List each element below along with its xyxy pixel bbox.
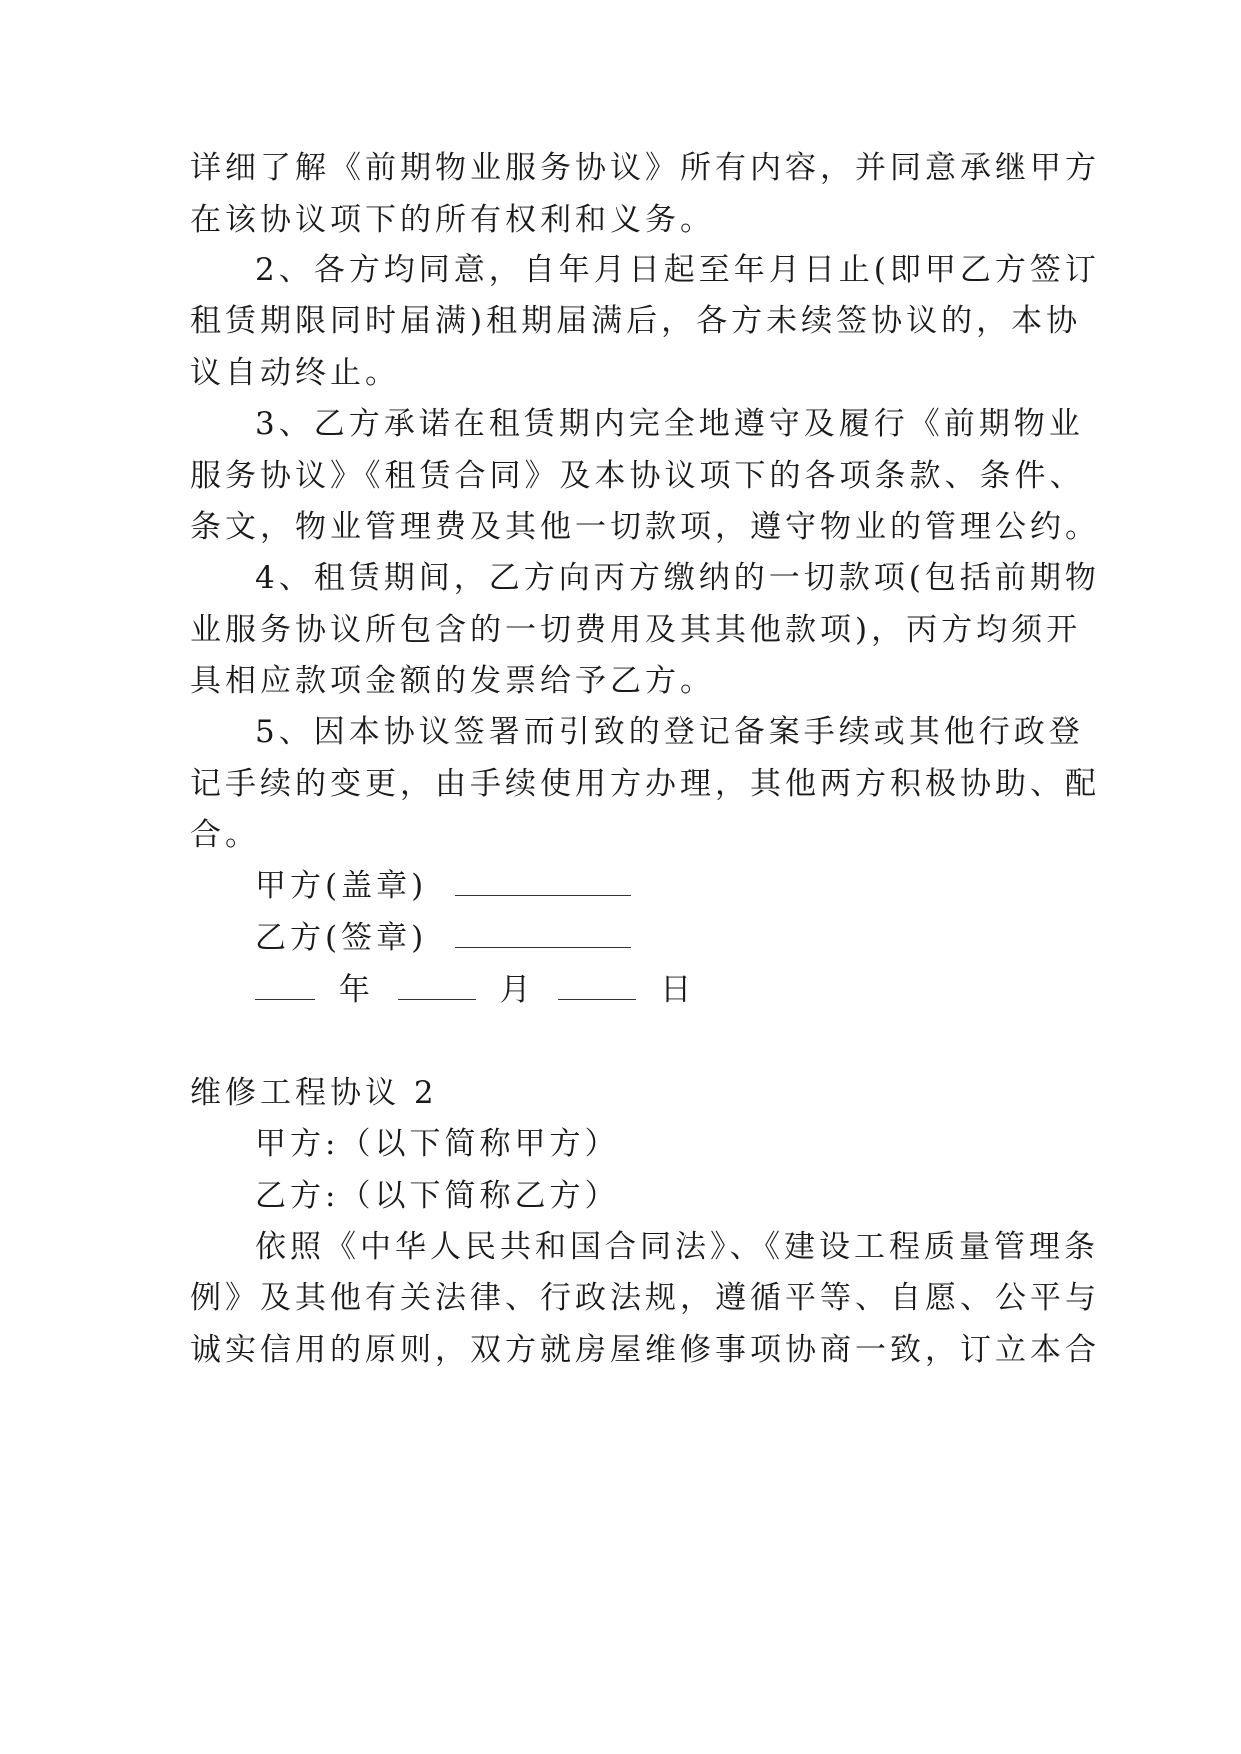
paragraph-line: 服务协议》《租赁合同》及本协议项下的各项条款、条件、 (190, 458, 1085, 494)
year-blank (255, 977, 315, 1000)
section2-party-a: 甲方:（以下简称甲方） (255, 1126, 620, 1162)
signature-party-a (255, 858, 1125, 914)
signature-party-b (255, 910, 1125, 966)
paragraph-line: 业服务协议所包含的一切费用及其其他款项)，丙方均须开 (190, 612, 1082, 648)
paragraph-line: 具相应款项金额的发票给予乙方。 (190, 663, 715, 699)
paragraph-line: 在该协议项下的所有权利和义务。 (190, 202, 715, 238)
clause-4-line: 4、租赁期间，乙方向丙方缴纳的一切款项(包括前期物 (255, 560, 1100, 596)
paragraph-line: 议自动终止。 (190, 355, 400, 391)
section2-paragraph-line: 诚实信用的原则，双方就房屋维修事项协商一致，订立本合 (190, 1332, 1100, 1368)
signature-date (255, 962, 1125, 1018)
paragraph-line: 租赁期限同时届满)租期届满后，各方未续签协议的，本协 (190, 303, 1082, 339)
month-label: 月 (499, 972, 535, 1008)
clause-5-line: 5、因本协议签署而引致的登记备案手续或其他行政登 (255, 714, 1084, 750)
year-label: 年 (338, 972, 374, 1008)
party-a-label: 甲方(盖章) (255, 868, 428, 904)
party-a-signature-blank (455, 873, 631, 896)
day-label: 日 (660, 972, 696, 1008)
section2-paragraph-line: 例》及其他有关法律、行政法规，遵循平等、自愿、公平与 (190, 1280, 1100, 1316)
paragraph-line: 详细了解《前期物业服务协议》所有内容，并同意承继甲方 (190, 150, 1100, 186)
party-b-label: 乙方(签章) (255, 920, 428, 956)
section2-party-b: 乙方:（以下简称乙方） (255, 1178, 620, 1214)
party-b-signature-blank (455, 925, 631, 948)
paragraph-line: 记手续的变更，由手续使用方办理，其他两方积极协助、配 (190, 766, 1100, 802)
paragraph-line: 合。 (190, 817, 260, 853)
month-blank (398, 977, 476, 1000)
section-title: 维修工程协议 2 (190, 1075, 438, 1111)
clause-2-line: 2、各方均同意，自年月日起至年月日止(即甲乙方签订 (255, 252, 1100, 288)
section2-paragraph-line: 依照《中华人民共和国合同法》、《建设工程质量管理条 (255, 1229, 1099, 1265)
paragraph-line: 条文，物业管理费及其他一切款项，遵守物业的管理公约。 (190, 509, 1100, 545)
day-blank (558, 977, 636, 1000)
clause-3-line: 3、乙方承诺在租赁期内完全地遵守及履行《前期物业 (255, 406, 1084, 442)
